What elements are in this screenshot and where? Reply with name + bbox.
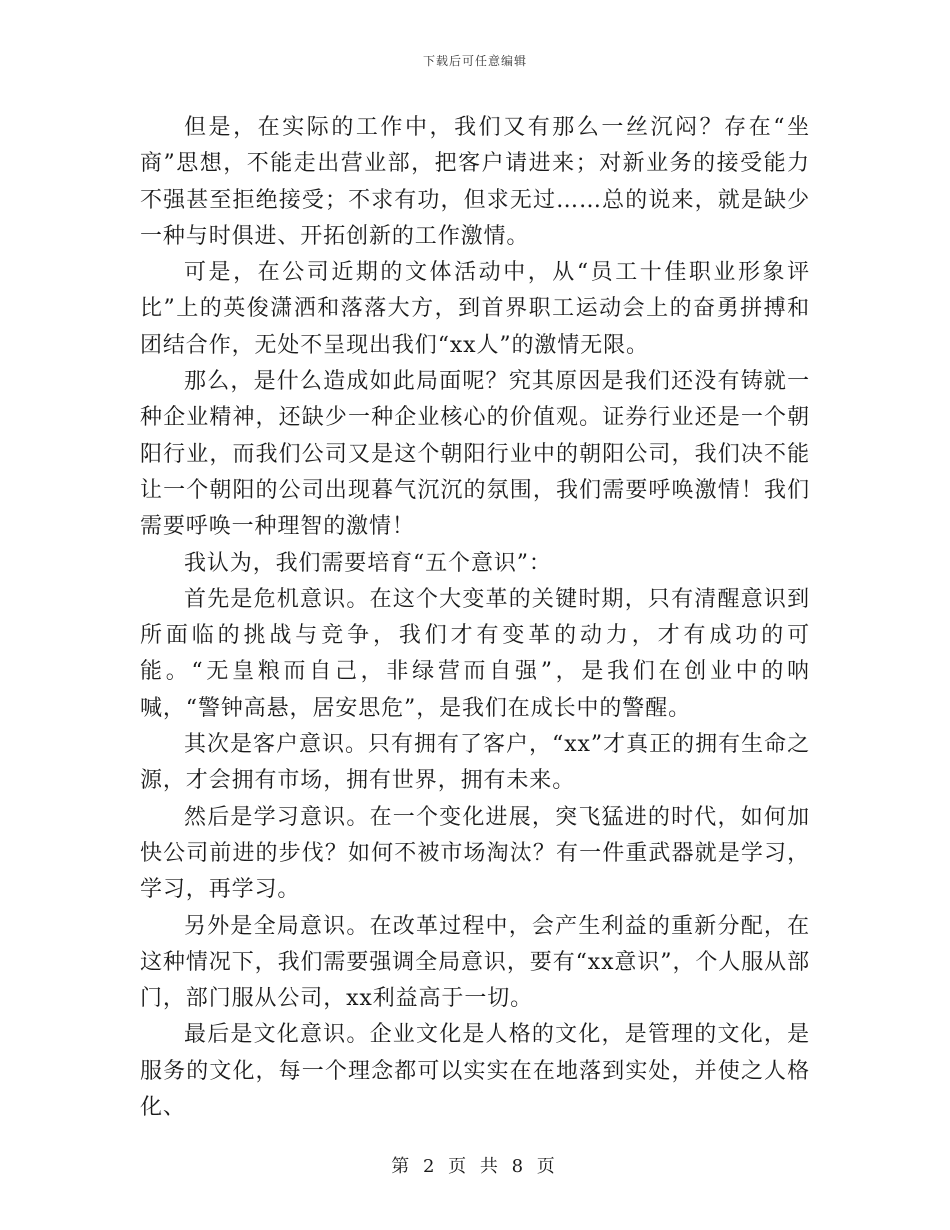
paragraph-9: 最后是文化意识。企业文化是人格的文化，是管理的文化，是服务的文化，每一个理念都可以实实在在地落到实处，并使之人格化、 — [140, 1022, 810, 1121]
page-number-footer: 第 2 页 共 8 页 — [391, 1156, 559, 1177]
paragraph-6: 其次是客户意识。只有拥有了客户，“xx”才真正的拥有生命之源，才会拥有市场，拥有世界，拥有未来。 — [140, 732, 810, 794]
paragraph-3: 那么，是什么造成如此局面呢？究其原因是我们还没有铸就一种企业精神，还缺少一种企业核心的价值观。证券行业还是一个朝阳行业，而我们公司又是这个朝阳行业中的朝阳公司，我们决不能让一个朝阳的公司出现暮气沉沉的氛围，我们需要呼唤激情！我们需要呼唤一种理智的激情！ — [140, 369, 810, 540]
document-body — [140, 110, 810, 1126]
paragraph-2: 可是，在公司近期的文体活动中，从“员工十佳职业形象评比”上的英俊潇洒和落落大方，到首界职工运动会上的奋勇拼搏和团结合作，无处不呈现出我们“xx人”的激情无限。 — [140, 260, 810, 358]
page-header: 下载后可任意编辑 — [422, 54, 527, 68]
paragraph-8: 另外是全局意识。在改革过程中，会产生利益的重新分配，在这种情况下，我们需要强调全局意识，要有“xx意识”，个人服从部门，部门服从公司，xx利益高于一切。 — [140, 913, 810, 1012]
paragraph-5: 首先是危机意识。在这个大变革的关键时期，只有清醒意识到所面临的挑战与竞争，我们才有变革的动力，才有成功的可能。“无皇粮而自己，非绿营而自强”，是我们在创业中的呐喊，“警钟高悬，居安思危”，是我们在成长中的警醒。 — [140, 586, 810, 721]
paragraph-1: 但是，在实际的工作中，我们又有那么一丝沉闷？存在“坐商”思想，不能走出营业部，把客户请进来；对新业务的接受能力不强甚至拒绝接受；不求有功，但求无过……总的说来，就是缺少一种与时俱进、开拓创新的工作激情。 — [140, 115, 810, 249]
paragraph-7: 然后是学习意识。在一个变化进展，突飞猛进的时代，如何加快公司前进的步伐？如何不被市场淘汰？有一件重武器就是学习，学习，再学习。 — [140, 804, 810, 903]
paragraph-4: 我认为，我们需要培育“五个意识”： — [184, 550, 552, 576]
